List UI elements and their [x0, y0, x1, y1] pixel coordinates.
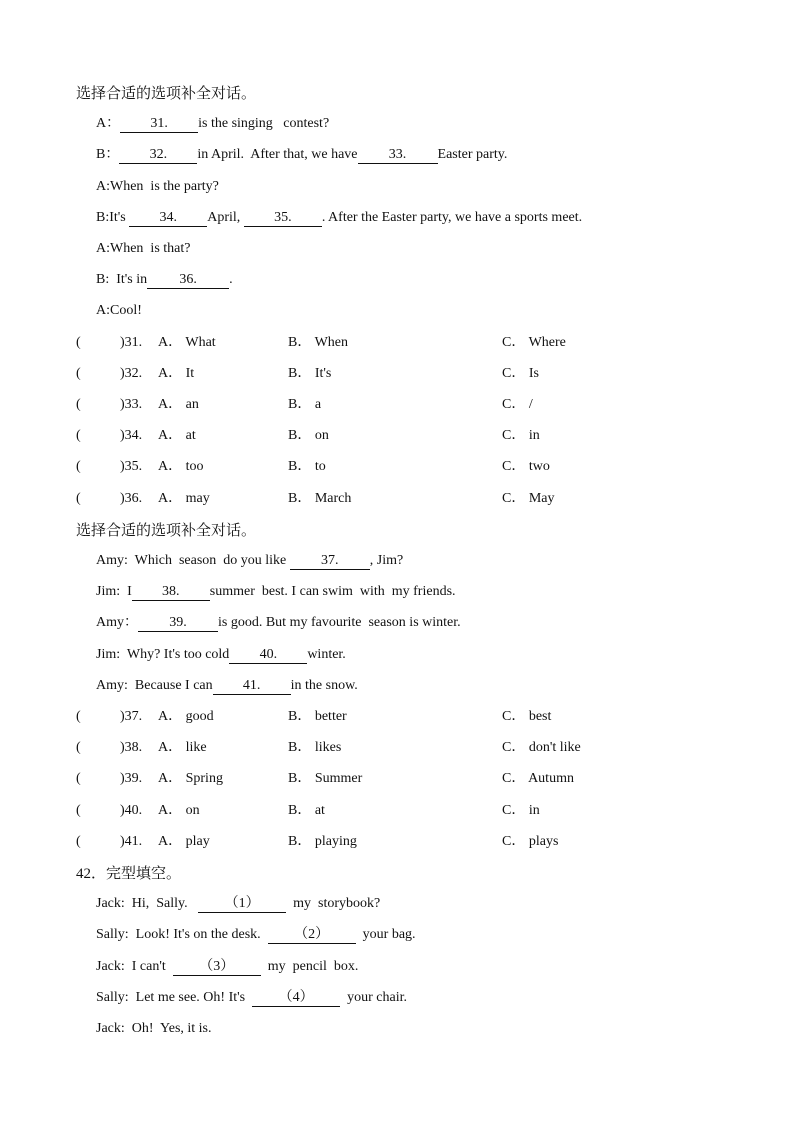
question-row [76, 490, 726, 508]
answer-blank[interactable]: （4） [252, 990, 340, 1007]
option-a: A． good [158, 709, 214, 724]
dialogue-line: Jack: I can't （3） my pencil box. [96, 959, 359, 974]
section3-heading: 42．完型填空。 [76, 866, 182, 882]
dialogue-line: Amy: Because I can 41. in the snow. [96, 678, 358, 693]
question-row [76, 334, 726, 352]
dialogue-line: Amy: Which season do you like 37. , Jim? [96, 553, 404, 568]
answer-blank[interactable]: 31. [120, 116, 198, 133]
question-number: )33. [120, 397, 143, 412]
answer-blank[interactable]: 32. [119, 147, 197, 164]
option-a: A． Spring [158, 771, 223, 786]
option-b: B． When [288, 335, 349, 350]
dialogue-line: B:It's 34. April, 35. . After the Easter party, we have a sports meet. [96, 210, 583, 225]
option-b: B． likes [288, 740, 342, 755]
dialogue-line: A： 31. is the singing contest? [96, 116, 330, 131]
answer-paren-open[interactable]: ( [76, 335, 81, 350]
answer-blank[interactable]: 39. [138, 615, 218, 632]
option-a: A． too [158, 459, 204, 474]
option-c: C． / [502, 397, 533, 412]
answer-paren-open[interactable]: ( [76, 834, 81, 849]
option-a: A． It [158, 366, 195, 381]
question-number: )32. [120, 366, 143, 381]
option-c: C． May [502, 491, 555, 506]
section1-heading: 选择合适的选项补全对话。 [76, 86, 257, 102]
answer-blank[interactable]: 38. [132, 584, 210, 601]
option-a: A． on [158, 803, 200, 818]
dialogue-line: Jack: Oh! Yes, it is. [96, 1021, 212, 1036]
question-number: )36. [120, 491, 143, 506]
answer-blank[interactable]: 34. [129, 210, 207, 227]
answer-blank[interactable]: （1） [198, 896, 286, 913]
option-c: C． in [502, 803, 540, 818]
answer-blank[interactable]: （2） [268, 927, 356, 944]
option-c: C． two [502, 459, 550, 474]
option-b: B． better [288, 709, 347, 724]
question-row [76, 802, 726, 820]
dialogue-line: A:When is that? [96, 241, 191, 256]
option-b: B． It's [288, 366, 332, 381]
answer-paren-open[interactable]: ( [76, 491, 81, 506]
answer-blank[interactable]: 37. [290, 553, 370, 570]
answer-blank[interactable]: 35. [244, 210, 322, 227]
question-number: )41. [120, 834, 143, 849]
question-row [76, 365, 726, 383]
answer-paren-open[interactable]: ( [76, 771, 81, 786]
dialogue-line: Sally: Let me see. Oh! It's （4） your chair. [96, 990, 407, 1005]
option-b: B． a [288, 397, 322, 412]
answer-blank[interactable]: 36. [147, 272, 229, 289]
dialogue-line: B: It's in 36. . [96, 272, 233, 287]
option-a: A． an [158, 397, 199, 412]
option-c: C． in [502, 428, 540, 443]
question-number: )39. [120, 771, 143, 786]
option-a: A． like [158, 740, 207, 755]
option-b: B． on [288, 428, 329, 443]
question-row [76, 427, 726, 445]
question-row [76, 396, 726, 414]
option-b: B． at [288, 803, 325, 818]
question-number: )35. [120, 459, 143, 474]
answer-paren-open[interactable]: ( [76, 740, 81, 755]
answer-paren-open[interactable]: ( [76, 709, 81, 724]
option-c: C． don't like [502, 740, 581, 755]
answer-blank[interactable]: （3） [173, 959, 261, 976]
option-c: C． Is [502, 366, 539, 381]
option-c: C． best [502, 709, 552, 724]
answer-paren-open[interactable]: ( [76, 803, 81, 818]
question-number: )38. [120, 740, 143, 755]
dialogue-line: A:Cool! [96, 303, 142, 318]
option-a: A． play [158, 834, 210, 849]
option-a: A． What [158, 335, 216, 350]
question-number: )34. [120, 428, 143, 443]
dialogue-line: Jack: Hi, Sally. （1） my storybook? [96, 896, 381, 911]
answer-paren-open[interactable]: ( [76, 366, 81, 381]
answer-blank[interactable]: 41. [213, 678, 291, 695]
question-row [76, 458, 726, 476]
dialogue-line: Jim: Why? It's too cold 40. winter. [96, 647, 346, 662]
dialogue-line: Jim: I 38. summer best. I can swim with my friends. [96, 584, 456, 599]
answer-paren-open[interactable]: ( [76, 459, 81, 474]
option-b: B． playing [288, 834, 357, 849]
dialogue-line: A:When is the party? [96, 179, 219, 194]
dialogue-line: B： 32. in April. After that, we have 33. Easter party. [96, 147, 508, 162]
answer-paren-open[interactable]: ( [76, 428, 81, 443]
question-row [76, 833, 726, 851]
question-row [76, 770, 726, 788]
option-c: C． plays [502, 834, 559, 849]
question-row [76, 739, 726, 757]
option-b: B． March [288, 491, 352, 506]
dialogue-line: Amy： 39. is good. But my favourite season is winter. [96, 615, 461, 630]
option-c: C． Autumn [502, 771, 574, 786]
option-c: C． Where [502, 335, 566, 350]
question-number: )40. [120, 803, 143, 818]
question-number: )31. [120, 335, 143, 350]
option-a: A． at [158, 428, 196, 443]
option-b: B． to [288, 459, 326, 474]
answer-blank[interactable]: 33. [358, 147, 438, 164]
option-b: B． Summer [288, 771, 363, 786]
answer-paren-open[interactable]: ( [76, 397, 81, 412]
dialogue-line: Sally: Look! It's on the desk. （2） your bag. [96, 927, 416, 942]
question-number: )37. [120, 709, 143, 724]
section2-heading: 选择合适的选项补全对话。 [76, 523, 257, 539]
option-a: A． may [158, 491, 210, 506]
question-row [76, 708, 726, 726]
answer-blank[interactable]: 40. [229, 647, 307, 664]
